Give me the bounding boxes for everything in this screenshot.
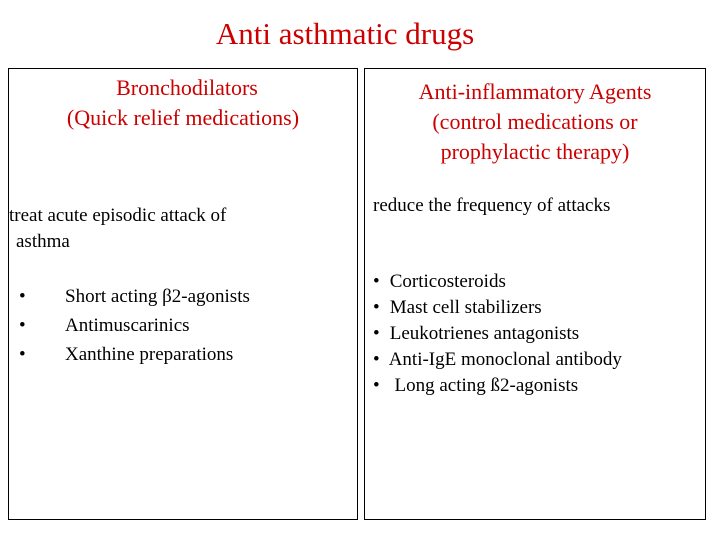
anti-inflammatory-heading-line2: (control medications or <box>432 109 638 134</box>
list-item <box>19 340 250 369</box>
bronchodilators-heading-line1: Bronchodilators <box>116 75 258 100</box>
list-item <box>19 282 250 311</box>
anti-inflammatory-summary: reduce the frequency of attacks <box>373 195 611 216</box>
anti-inflammatory-heading <box>365 77 705 167</box>
list-item <box>373 347 622 373</box>
drug-name: Corticosteroids <box>389 271 506 292</box>
bronchodilators-heading <box>9 73 357 133</box>
drug-name: Short acting β2-agonists <box>65 286 250 307</box>
bronchodilators-summary-line2: asthma <box>16 231 70 252</box>
bronchodilators-panel <box>8 68 358 520</box>
anti-inflammatory-panel <box>364 68 706 520</box>
bullet-marker: • <box>19 286 26 307</box>
drug-name: Leukotrienes antagonists <box>389 323 580 344</box>
bullet-marker: • <box>373 349 380 370</box>
bullet-marker: • <box>19 344 26 365</box>
list-item <box>19 311 250 340</box>
list-item <box>373 321 622 347</box>
bronchodilators-heading-line2: (Quick relief medications) <box>66 105 300 130</box>
slide-title: Anti asthmatic drugs <box>215 16 475 51</box>
anti-inflammatory-heading-line1: Anti-inflammatory Agents <box>418 79 652 104</box>
drug-name: Mast cell stabilizers <box>389 297 542 318</box>
list-item <box>373 269 622 295</box>
bullet-marker: • <box>19 315 26 336</box>
list-item <box>373 373 622 399</box>
anti-inflammatory-heading-line3: prophylactic therapy) <box>440 139 630 164</box>
drug-name: Antimuscarinics <box>65 315 190 336</box>
bronchodilator-drug-list <box>19 282 250 369</box>
anti-inflammatory-drug-list <box>373 269 622 399</box>
list-item <box>373 295 622 321</box>
bullet-marker: • <box>373 323 380 344</box>
bronchodilators-summary-line1: treat acute episodic attack of <box>9 205 227 226</box>
drug-name: Xanthine preparations <box>65 344 234 365</box>
bullet-marker: • <box>373 375 380 396</box>
bullet-marker: • <box>373 297 380 318</box>
drug-name: Long acting ß2-agonists <box>389 375 579 396</box>
drug-name: Anti-IgE monoclonal antibody <box>388 349 622 370</box>
bullet-marker: • <box>373 271 380 292</box>
bronchodilators-summary <box>9 203 339 255</box>
